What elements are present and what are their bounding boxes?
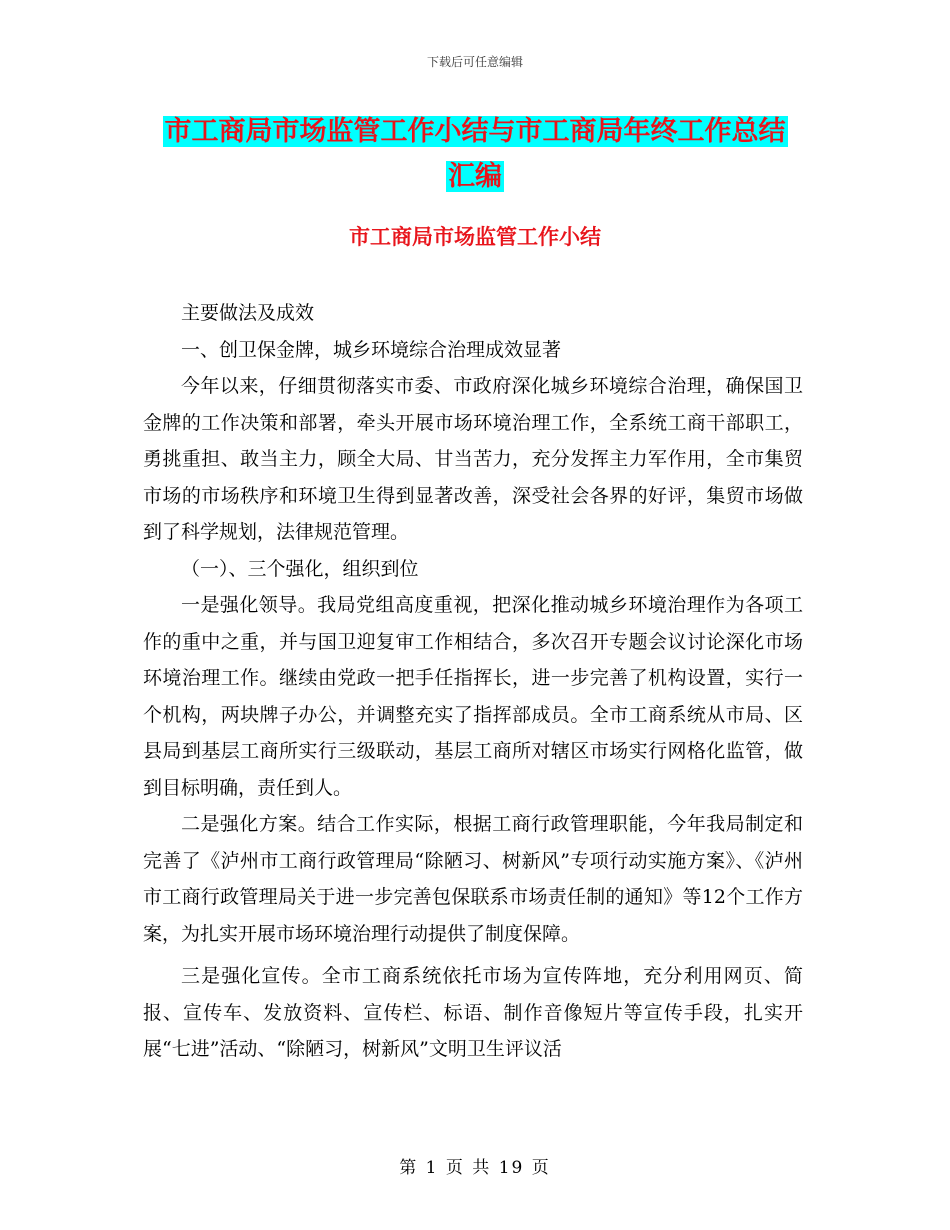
- paragraph-plans: 二是强化方案。结合工作实际，根据工商行政管理职能，今年我局制定和完善了《泸州市工商行政管理局“除陋习、树新风”专项行动实施方案》、《泸州市工商行政管理局关于进一步完善包保联系市场责任制的通知》等12个工作方案，为扎实开展市场环境治理行动提供了制度保障。: [143, 813, 803, 945]
- section-title: 市工商局市场监管工作小结: [349, 225, 601, 249]
- document-title-line-1: [0, 109, 950, 154]
- paragraph-heading-1: 一、创卫保金牌，城乡环境综合治理成效显著: [181, 338, 562, 361]
- title-highlight: 汇编: [448, 161, 502, 192]
- paragraph-intro: 今年以来，仔细贯彻落实市委、市政府深化城乡环境综合治理，确保国卫金牌的工作决策和部署，牵头开展市场环境治理工作，全系统工商干部职工，勇挑重担、敢当主力，顾全大局、甘当苦力，充分发挥主力军作用，全市集贸市场的市场秩序和环境卫生得到显著改善，深受社会各界的好评，集贸市场做到了科学规划，法律规范管理。: [143, 375, 803, 543]
- document-title: [0, 109, 950, 199]
- paragraph-publicity: 三是强化宣传。全市工商系统依托市场为宣传阵地，充分利用网页、简报、宣传车、发放资料、宣传栏、标语、制作音像短片等宣传手段，扎实开展“七进”活动、“除陋习，树新风”文明卫生评议活: [143, 965, 803, 1060]
- document-title-line-2: [0, 154, 950, 199]
- paragraph-leadership: 一是强化领导。我局党组高度重视，把深化推动城乡环境治理作为各项工作的重中之重，并与国卫迎复审工作相结合，多次召开专题会议讨论深化市场环境治理工作。继续由党政一把手任指挥长，进一步完善了机构设置，实行一个机构，两块牌子办公，并调整充实了指挥部成员。全市工商系统从市局、区县局到基层工商所实行三级联动，基层工商所对辖区市场实行网格化监管，做到目标明确，责任到人。: [143, 594, 803, 799]
- page-number: 第 1 页 共 19 页: [399, 1158, 551, 1178]
- paragraph-subheading-1: （一）、三个强化，组织到位: [181, 557, 419, 580]
- body-text: [143, 295, 803, 1068]
- header-note: 下载后可任意编辑: [426, 55, 523, 69]
- paragraph-main-methods: 主要做法及成效: [181, 302, 315, 324]
- title-highlight: 市工商局市场监管工作小结与市工商局年终工作总结: [164, 116, 786, 147]
